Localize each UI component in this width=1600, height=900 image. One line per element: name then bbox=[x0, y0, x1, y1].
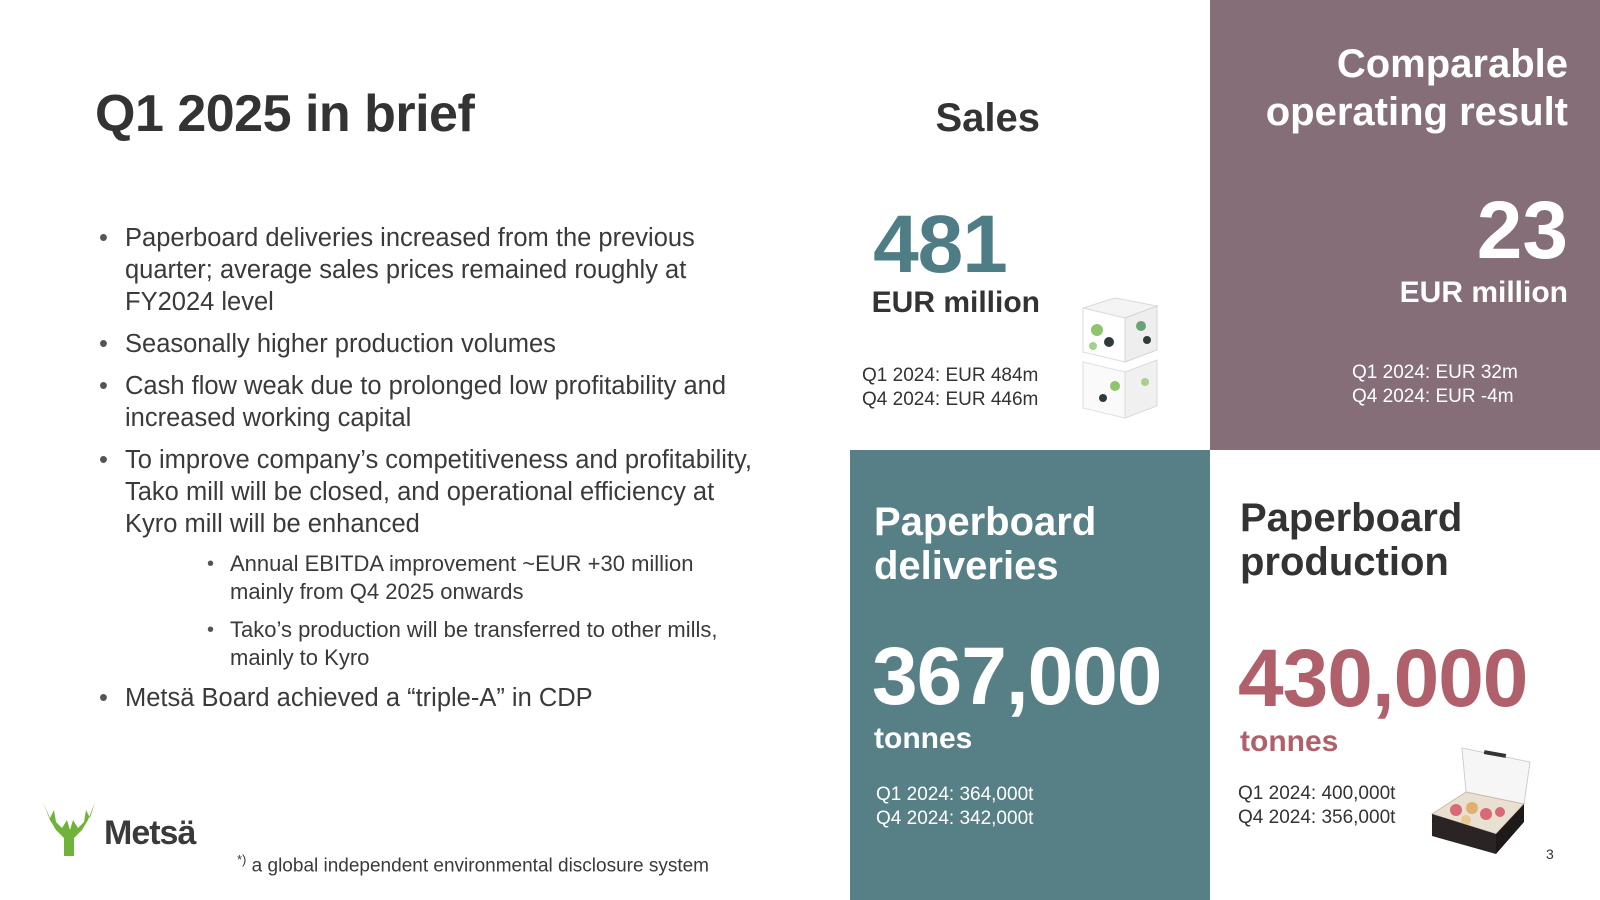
deliveries-title-line2: deliveries bbox=[874, 544, 1059, 588]
sales-value: 481 bbox=[873, 199, 1007, 290]
deliveries-comparison bbox=[876, 783, 1033, 831]
comparable-result-cmp-q4: Q4 2024: EUR -4m bbox=[1352, 386, 1514, 407]
deliveries-unit: tonnes bbox=[874, 722, 973, 755]
bullet-item: • Cash flow weak due to prolonged low profitability and increased working capital bbox=[95, 370, 755, 434]
comparable-result-comparison bbox=[1352, 361, 1518, 409]
bullet-item-with-subs bbox=[95, 444, 755, 672]
production-unit: tonnes bbox=[1240, 725, 1339, 758]
comparable-result-title bbox=[1266, 40, 1568, 136]
sales-unit: EUR million bbox=[871, 286, 1040, 319]
footnote-marker: *) bbox=[237, 852, 247, 867]
production-value: 430,000 bbox=[1238, 633, 1528, 724]
sales-title: Sales bbox=[935, 96, 1040, 140]
comparable-result-cmp-q1: Q1 2024: EUR 32m bbox=[1352, 362, 1518, 383]
metsa-logo bbox=[40, 800, 220, 860]
sub-bullet-item: • Annual EBITDA improvement ~EUR +30 million mainly from Q4 2025 onwards bbox=[205, 550, 755, 606]
sub-bullet-item: • Tako’s production will be transferred to other mills, mainly to Kyro bbox=[205, 616, 755, 672]
deliveries-panel bbox=[850, 450, 1210, 900]
production-comparison bbox=[1238, 782, 1395, 830]
deliveries-title-line1: Paperboard bbox=[874, 500, 1097, 544]
bullet-text: To improve company’s competitiveness and profitability, Tako mill will be closed, and operational efficiency at Kyro mill will be enhanced bbox=[125, 446, 752, 538]
comparable-result-value: 23 bbox=[1476, 185, 1568, 276]
deliveries-value: 367,000 bbox=[872, 631, 1162, 722]
comparable-result-title-line2: operating result bbox=[1265, 90, 1568, 134]
deliveries-title bbox=[874, 500, 1096, 588]
metsa-tree-logo-icon bbox=[40, 800, 100, 860]
production-title-line1: Paperboard bbox=[1240, 496, 1463, 540]
deliveries-cmp-q1: Q1 2024: 364,000t bbox=[876, 784, 1034, 805]
sub-bullet-list bbox=[125, 550, 755, 672]
sales-comparison bbox=[862, 364, 1038, 412]
comparable-result-title-line1: Comparable bbox=[1336, 42, 1568, 86]
sales-cmp-q4: Q4 2024: EUR 446m bbox=[862, 389, 1039, 410]
page-number: 3 bbox=[1546, 846, 1554, 862]
production-cmp-q1: Q1 2024: 400,000t bbox=[1238, 783, 1396, 804]
logo-wordmark: Metsä bbox=[104, 814, 196, 852]
production-cmp-q4: Q4 2024: 356,000t bbox=[1238, 807, 1396, 828]
deliveries-cmp-q4: Q4 2024: 342,000t bbox=[876, 808, 1034, 829]
page-title: Q1 2025 in brief bbox=[95, 85, 475, 143]
comparable-result-panel bbox=[1210, 0, 1600, 450]
packaging-cubes-image bbox=[1075, 290, 1165, 440]
comparable-result-unit: EUR million bbox=[1399, 276, 1568, 309]
footnote-text: a global independent environmental disclosure system bbox=[251, 855, 709, 877]
bullet-item: • Paperboard deliveries increased from the previous quarter; average sales prices remained roughly at FY2024 level bbox=[95, 222, 755, 318]
production-title bbox=[1240, 496, 1462, 584]
sales-cmp-q1: Q1 2024: EUR 484m bbox=[862, 365, 1039, 386]
pastry-tray-image bbox=[1426, 742, 1538, 866]
bullet-item: • Metsä Board achieved a “triple-A” in CDP bbox=[95, 682, 755, 714]
bullet-list bbox=[95, 222, 755, 724]
bullet-item: • Seasonally higher production volumes bbox=[95, 328, 755, 360]
production-title-line2: production bbox=[1240, 540, 1449, 584]
footnote bbox=[237, 852, 709, 877]
